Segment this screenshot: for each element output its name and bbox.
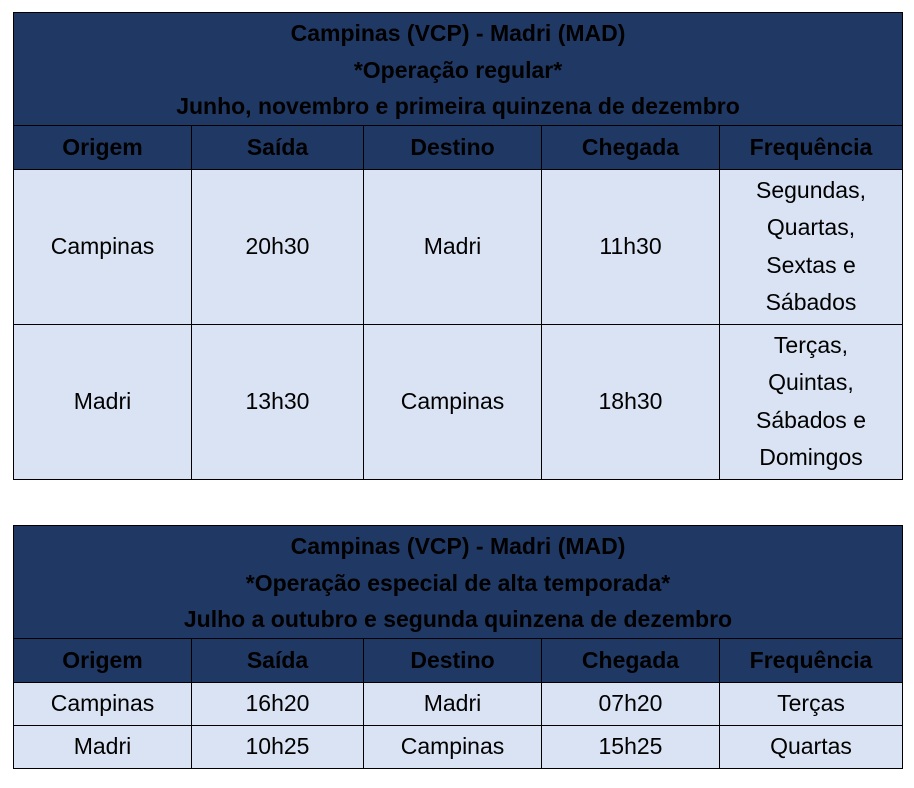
cell-saida: 16h20 <box>192 682 364 725</box>
frequency-day: Quartas, <box>766 214 856 240</box>
schedule-table-regular <box>13 12 903 480</box>
table-row <box>14 324 903 479</box>
operation-period: Junho, novembro e primeira quinzena de dezembro <box>176 93 740 119</box>
frequency-day: Sextas e <box>766 251 856 278</box>
cell-frequencia <box>720 324 903 479</box>
header-saida: Saída <box>192 125 364 169</box>
cell-origem: Madri <box>14 725 192 768</box>
frequency-day: Segundas, <box>756 176 866 203</box>
cell-frequencia <box>720 169 903 324</box>
cell-chegada: 18h30 <box>542 324 720 479</box>
cell-chegada: 15h25 <box>542 725 720 768</box>
cell-chegada: 07h20 <box>542 682 720 725</box>
frequency-day: Sábados e <box>756 406 866 433</box>
cell-destino: Madri <box>364 169 542 324</box>
table-title-row <box>14 13 903 126</box>
header-destino: Destino <box>364 125 542 169</box>
header-origem: Origem <box>14 638 192 682</box>
header-frequencia: Frequência <box>720 638 903 682</box>
header-frequencia: Frequência <box>720 125 903 169</box>
cell-destino: Campinas <box>364 324 542 479</box>
cell-origem: Campinas <box>14 682 192 725</box>
frequency-day: Quartas <box>770 733 852 759</box>
cell-saida: 20h30 <box>192 169 364 324</box>
frequency-day: Terças, <box>773 331 849 358</box>
cell-saida: 13h30 <box>192 324 364 479</box>
table-title-row <box>14 526 903 639</box>
cell-frequencia <box>720 682 903 725</box>
header-origem: Origem <box>14 125 192 169</box>
operation-type: *Operação regular* <box>353 56 563 83</box>
cell-destino: Campinas <box>364 725 542 768</box>
table-row <box>14 725 903 768</box>
table-row <box>14 682 903 725</box>
frequency-day: Sábados <box>765 289 857 315</box>
table-title <box>14 13 903 126</box>
header-destino: Destino <box>364 638 542 682</box>
schedule-table-special <box>13 525 903 769</box>
frequency-day: Domingos <box>759 444 863 470</box>
header-chegada: Chegada <box>542 638 720 682</box>
cell-frequencia <box>720 725 903 768</box>
route-title: Campinas (VCP) - Madri (MAD) <box>290 20 626 46</box>
cell-origem: Campinas <box>14 169 192 324</box>
route-title: Campinas (VCP) - Madri (MAD) <box>290 533 626 559</box>
frequency-day: Terças <box>777 690 845 716</box>
header-saida: Saída <box>192 638 364 682</box>
cell-destino: Madri <box>364 682 542 725</box>
table-row <box>14 169 903 324</box>
header-chegada: Chegada <box>542 125 720 169</box>
cell-origem: Madri <box>14 324 192 479</box>
operation-type: *Operação especial de alta temporada* <box>245 569 671 596</box>
cell-chegada: 11h30 <box>542 169 720 324</box>
cell-saida: 10h25 <box>192 725 364 768</box>
frequency-day: Quintas, <box>768 369 854 395</box>
column-header-row <box>14 125 903 169</box>
operation-period: Julho a outubro e segunda quinzena de dezembro <box>183 606 733 632</box>
column-header-row <box>14 638 903 682</box>
table-title <box>14 526 903 639</box>
